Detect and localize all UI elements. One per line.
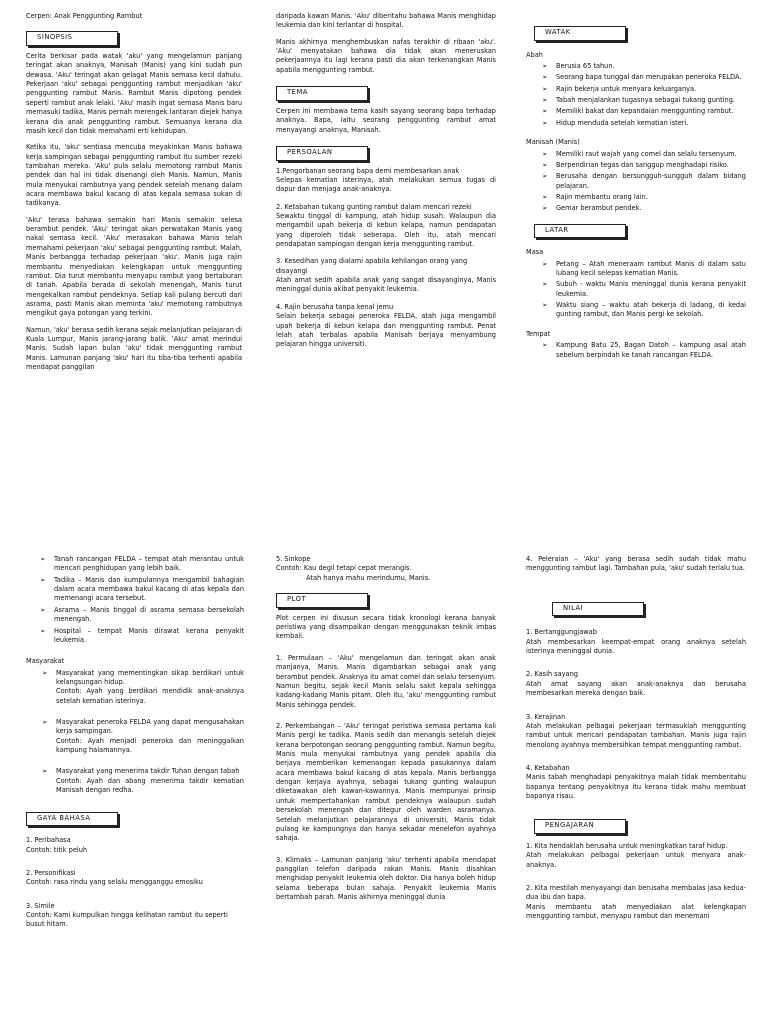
masyarakat-contoh: Contoh: Ayah yang berdikari mendidik anak-anaknya setelah kematian isterinya. — [56, 687, 244, 705]
gaya-text: Contoh: Kami kumpulkan hingga kelihatan rambut itu seperti busut hitam. — [26, 910, 228, 929]
tempat-label: Tempat — [526, 329, 551, 338]
gaya-item — [26, 869, 244, 888]
persoalan-text: Sewaktu tinggal di kampung, atah hidup susah. Walaupun dia mengambil upah bekerja di kebun kelapa, namun pendapatan yang diperoleh tidak seberapa. Oleh itu, atah mencari pendapatan sampingan dengan kerja menggunting rambut. — [276, 211, 496, 249]
pengajaran-text: Manis membantu atah menyediakan alat kelengkapan menggunting rambut, menyapu rambut dan menemani — [526, 902, 746, 921]
arrow-bullet-icon: ➢ — [542, 301, 548, 310]
watak-header: WATAK — [534, 26, 626, 41]
arrow-bullet-icon: ➢ — [40, 555, 46, 563]
ayah-traits-list — [526, 62, 746, 128]
pengajaran-item — [526, 884, 746, 921]
list-item: ➢ Tabah menjalankan tugasnya sebagai tukang gunting. — [542, 96, 735, 105]
list-item: ➢ Subuh - waktu Manis meninggal dunia kerana penyakit leukemia. — [542, 280, 746, 298]
nilai-title: 4. Ketabahan — [526, 763, 570, 772]
pengajaran-item — [526, 842, 746, 870]
arrow-bullet-icon: ➢ — [542, 118, 548, 127]
list-item: ➢ Hidup menduda setelah kematian isteri. — [542, 118, 689, 127]
list-item: ➢ Masyarakat peneroka FELDA yang dapat mengusahakan kerja sampingan. Contoh: Ayah menjadi peneroka dan meninggalkan kampung halamannya. — [42, 718, 244, 755]
nilai-text: Atah melakukan pelbagai pekerjaan termasuklah menggunting rambut untuk mencari pendapatan tambahan. Manis juga rajin menolong ayahnya membersihkan tempat menggunting rambut. — [526, 721, 746, 749]
arrow-bullet-icon: ➢ — [542, 73, 548, 82]
gaya-title: 2. Personifikasi — [26, 868, 76, 877]
arrow-bullet-icon: ➢ — [42, 668, 48, 677]
synopsis-paragraph: Ketika itu, 'aku' sentiasa mencuba meyakinkan Manis bahawa kerja sampingan sebagai penggunting rambut itu sumber rezeki tambahan mereka. 'Aku' pula selalu memotong rambut Manis pendek dan hal ini tidak disenangi oleh Manis. Namun, Manis mula menyukai rambutnya yang pendek setelah menang dalam acara membawa bakul kacang di atas kepala semasa sukan di tadikanya. — [26, 143, 242, 208]
document-title: Cerpen: Anak Penggunting Rambut — [26, 12, 143, 20]
list-item: ➢ Berusaha dengan bersungguh-sungguh dalam bidang pelajaran. — [542, 172, 746, 190]
masyarakat-contoh: Contoh: Ayah menjadi peneroka dan meninggalkan kampung halamannya. — [56, 736, 244, 755]
synopsis-paragraph: Cerita berkisar pada watak 'aku' yang mengelamun panjang teringat akan anaknya, Manisah (Manis) yang kini sudah pun dewasa. 'Aku' teringat akan gelagat Manis semasa kecil dahulu. Pekerjaan 'aku' sebagai penggunting rambut menjadikan 'aku' penggunting rambut Manis. Rambut Manis dipotong pendek seperti rambut anak lelaki. 'Aku' masih ingat semasa Manis baru memasuki tadika, Manis pernah merengek lantaran diejek hanya kerana dia anak penggunting rambut. Semuanya kerana dia masih kecil dan tidak memahami erti kehidupan. — [26, 52, 242, 135]
arrow-bullet-icon: ➢ — [40, 626, 46, 635]
synopsis-ending: Manis akhirnya menghembuskan nafas terakhir di ribaan 'aku'. 'Aku' menyatakan bahawa dia tidak akan meneruskan pekerjaannya itu lagi kerana pasti dia akan terkenangkan Manis apabila menggunting rambut. — [276, 37, 496, 74]
list-item: ➢ Rajin membantu orang lain. — [542, 192, 648, 201]
list-item: ➢ Hospital – tempat Manis dirawat kerana penyakit leukemia. — [40, 626, 244, 644]
list-item: ➢ Waktu siang – waktu atah bekerja di ladang, di kedai gunting rambut, dan Manis pergi ke sekolah. — [542, 301, 746, 319]
nilai-text: Manis tabah menghadapi penyakitnya malah tidak memberitahu bapanya tentang penyakitnya itu kerana tidak mahu membuat bapanya risau. — [526, 773, 746, 801]
column-synopsis — [26, 12, 242, 527]
manis-label: Manisah (Manis) — [526, 138, 580, 147]
synopsis-continued: daripada kawan Manis. 'Aku' diberitahu bahawa Manis menghidap leukemia dan kini terlantar di hospital. — [276, 12, 496, 30]
column-nilai-pengajaran — [526, 555, 746, 1024]
arrow-bullet-icon: ➢ — [542, 280, 548, 289]
arrow-bullet-icon: ➢ — [40, 575, 46, 584]
plot-intro: Plot cerpen ini disusun secara tidak kronologi kerana banyak peristiwa yang disampaikan dengan menggunakan teknik imbas kembali. — [276, 613, 496, 641]
nilai-item — [526, 713, 746, 750]
arrow-bullet-icon: ➢ — [542, 160, 548, 169]
arrow-bullet-icon: ➢ — [542, 149, 548, 158]
gaya-item — [26, 902, 244, 930]
gaya-title: 1. Peribahasa — [26, 836, 71, 845]
ayah-label: Abah — [526, 50, 543, 59]
list-item: ➢ Memiliki bakat dan kepandaian menggunting rambut. — [542, 107, 734, 116]
nilai-item — [526, 670, 746, 698]
persoalan-item — [276, 303, 496, 350]
persoalan-title: 4. Rajin berusaha tanpa kenal jemu — [276, 302, 394, 311]
column-tema-persoalan — [276, 12, 496, 527]
list-item: ➢ Tanah rancangan FELDA – tempat atah merantau untuk mencari penghidupan yang lebih baik. — [40, 555, 244, 573]
nilai-item — [526, 764, 746, 801]
list-item: ➢ Kampung Batu 25, Bagan Datoh – kampung asal atah sebelum berpindah ke tanah rancangan FELDA. — [542, 341, 746, 359]
arrow-bullet-icon: ➢ — [542, 204, 548, 213]
sinkope-example-2: Atah hanya mahu merindumu, Manis. — [306, 573, 431, 582]
gaya-title: 3. Simile — [26, 901, 55, 910]
column-sinkope-plot — [276, 555, 496, 1024]
plot-header: PLOT — [276, 593, 368, 608]
list-item: ➢ Seorang bapa tunggal dan merupakan peneroka FELDA. — [542, 73, 742, 82]
arrow-bullet-icon: ➢ — [542, 84, 548, 93]
list-item: ➢ Memiliki raut wajah yang comel dan selalu tersenyum. — [542, 149, 737, 158]
arrow-bullet-icon: ➢ — [542, 259, 548, 268]
pengajaran-text: Atah melakukan pelbagai pekerjaan untuk menyara anak-anaknya. — [526, 851, 746, 869]
nilai-text: Atah amat sayang akan anak-anaknya dan berusaha membesarkan mereka dengan baik. — [526, 679, 746, 698]
masyarakat-list — [26, 669, 244, 796]
pengajaran-title: 2. Kita mestilah menyayangi dan berusaha membalas jasa kedua-dua ibu dan bapa. — [526, 884, 746, 902]
plot-item: 2. Perkembangan – 'Aku' teringat peristiwa semasa pertama kali Manis pergi ke tadika. Manis sedih dan menangis setelah diejek kerana berpotongan seorang penggunting rambut. Namun begitu, Manis mula menyukai rambutnya yang pendek apabila dia berjaya memberikan kemenangan kepada pasukannya dalam acara membawa bakul kacang di atas kepala. Manis berbangga dengan kerjaya ayahnya, sebagai tukang gunting walaupun diketawakan oleh kawan-kawannya. Manis mempunyai prinsip untuk mempertahankan rambut pendeknya walaupun sudah bersekolah menengah dan ditegur oleh warden asramanya. Setelah melanjutkan pelajarannya di universiti, Manis tidak pulang ke kampungnya dan hanya sekadar menelefon ayahnya sahaja. — [276, 721, 496, 843]
list-item: ➢ Berpendirian tegas dan sanggup menghadapi risiko. — [542, 160, 729, 169]
masyarakat-label: Masyarakat — [26, 657, 65, 666]
gaya-item — [26, 836, 244, 855]
masa-list — [526, 260, 746, 320]
persoalan-text: Selepas kematian isterinya, atah melakukan semua tugas di dapur dan menjaga anak-anaknya. — [276, 175, 496, 194]
arrow-bullet-icon: ➢ — [542, 341, 548, 350]
list-item: ➢ Petang – Atah meneraam rambut Manis di dalam satu lubang kecil selepas kematian Manis. — [542, 259, 746, 278]
sinkope-example: Contoh: Kau degil tetapi cepat merangis. — [276, 564, 412, 573]
arrow-bullet-icon: ➢ — [542, 107, 548, 116]
masa-label: Masa — [526, 248, 544, 257]
persoalan-item — [276, 257, 496, 294]
plot-item: 3. Klimaks – Lamunan panjang 'aku' terhenti apabila mendapat panggilan telefon daripada rakan Manis. Manis disahkan menghidap penyakit leukemia oleh doktor. Dia hanya boleh hidup selama beberapa bulan sahaja. Penyakit leukemia Manis bertambah parah. Manis akhirnya meninggal dunia — [276, 855, 496, 902]
synopsis-paragraph: Namun, 'aku' berasa sedih kerana sejak melanjutkan pelajaran di Kuala Lumpur, Manis jarang-jarang balik. 'Aku' amat merindui Manis. Sudah lapan bulan 'aku' tidak menggunting rambut Manis. Lamunan panjang 'aku' hari itu tiba-tiba terhenti apabila mendapat panggilan — [26, 325, 242, 372]
arrow-bullet-icon: ➢ — [42, 767, 48, 776]
nilai-item — [526, 628, 746, 656]
list-item: ➢ Masyarakat yang menerima takdir Tuhan dengan tabah Contoh: Ayah dan abang menerima takdir kematian Manisah dengan redha. — [42, 767, 244, 795]
list-item: ➢ Asrama – Manis tinggal di asrama semasa bersekolah menengah. — [40, 605, 244, 624]
gaya-bahasa-header: GAYA BAHASA — [26, 812, 118, 827]
sinkope-title: 5. Sinkope — [276, 555, 311, 563]
gaya-text: Contoh: titik peluh — [26, 845, 88, 854]
persoalan-item — [276, 203, 496, 250]
synopsis-paragraph: 'Aku' terasa bahawa semakin hari Manis semakin selesa berambut pendek. 'Aku' teringat akan perwatakan Manis yang nakal semasa kecil. 'Aku' merasakan bahawa Manis telah memahami pekerjaan 'aku' sebagai penggunting rambut. Malah, Manis berbangga terhadap pekerjaan 'aku'. Manis juga rajin membantu menyediakan kelengkapan untuk menggunting rambut. Dia turut membantu menyapu rambut yang bertaburan di tanah. Apabila berada di sekolah menengah, Manis turut mengekalkan rambut pendeknya. Setiap kali pulang bercuti dari asrama, pasti Manis akan meminta 'aku' memotong rambutnya mengikut gaya potongan yang terkini. — [26, 215, 242, 318]
list-item: ➢ Gemar berambut pendek. — [542, 204, 642, 213]
arrow-bullet-icon: ➢ — [542, 96, 548, 105]
persoalan-title: 2. Ketabahan tukang gunting rambut dalam mencari rezeki — [276, 202, 472, 211]
tema-text: Cerpen ini membawa tema kasih sayang seorang bapa terhadap anaknya. Bapa, iaitu seorang penggunting rambut amat menyayangi anaknya, Manisah. — [276, 106, 496, 134]
arrow-bullet-icon: ➢ — [542, 62, 548, 70]
masyarakat-contoh: Contoh: Ayah dan abang menerima takdir kematian Manisah dengan redha. — [56, 776, 244, 795]
pengajaran-title: 1. Kita hendaklah berusaha untuk meningkatkan taraf hidup. — [526, 842, 728, 851]
nilai-title: 2. Kasih sayang — [526, 670, 578, 679]
nilai-title: 1. Bertanggungjawab — [526, 628, 597, 637]
plot-item: 1. Permulaan – 'Aku' mengelamun dan teringat akan anak manjanya, Manis. Manis digambarkan sebagai anak yang berambut pendek. Anaknya itu amat comel dan selalu tersenyum. Namun begitu, sejak kecil Manis selalu sakit kepala sehingga kadang-kadang Manis pitam. Oleh itu, 'aku' menggunting rambut Manis sehingga pendek. — [276, 653, 496, 709]
column-tempat-masyarakat-gaya — [26, 555, 244, 1024]
nilai-header: NILAI — [552, 602, 644, 617]
arrow-bullet-icon: ➢ — [42, 718, 48, 727]
list-item: ➢ Masyarakat yang mementingkan sikap berdikari untuk kelangsungan hidup. Contoh: Ayah yang berdikari mendidik anak-anaknya setelah kematian isterinya. — [42, 668, 244, 705]
column-watak-latar — [526, 22, 746, 527]
arrow-bullet-icon: ➢ — [40, 605, 46, 614]
sinopsis-header: SINOPSIS — [26, 31, 118, 46]
persoalan-text: Selain bekerja sebagai peneroka FELDA, atah juga mengambil upah bekerja di kebun kelapa dan menggunting rambut. Penat lelah atah terbalas apabila Manisah berjaya menyambung pelajaran hingga universiti. — [276, 312, 496, 349]
gaya-text: Contoh: rasa rindu yang selalu mengganggu emosiku — [26, 878, 203, 887]
tempat-list — [526, 341, 746, 360]
list-item: ➢ Tadika – Manis dan kumpulannya mengambil bahagian dalam acara membawa bakul kacang di atas kepala dan memenangi acara tersebut. — [40, 575, 244, 603]
persoalan-item — [276, 167, 496, 195]
peleraian-text: 4. Peleraian – 'Aku' yang berasa sedih sudah tidak mahu menggunting rambut lagi. Tambahan pula, 'aku' sudah terlalu tua. — [526, 555, 746, 573]
manis-traits-list — [526, 150, 746, 214]
nilai-text: Atah membesarkan keempat-empat orang anaknya setelah isterinya meninggal dunia. — [526, 637, 746, 656]
list-item: ➢ Rajin bekerja untuk menyara keluarganya. — [542, 84, 697, 93]
arrow-bullet-icon: ➢ — [542, 172, 548, 181]
persoalan-title: 1.Pengorbanan seorang bapa demi membesarkan anak — [276, 166, 460, 175]
list-item: ➢ Berusia 65 tahun. — [542, 62, 615, 70]
arrow-bullet-icon: ➢ — [542, 192, 548, 201]
persoalan-text: Atah amat sedih apabila anak yang sangat disayanginya, Manis meninggal dunia akibat penyakit leukemia. — [276, 276, 496, 294]
persoalan-header: PERSOALAN — [276, 146, 368, 161]
latar-header: LATAR — [534, 224, 626, 239]
pengajaran-header: PENGAJARAN — [534, 819, 626, 834]
tempat-list-continued — [26, 555, 244, 645]
nilai-title: 3. Kerajinan — [526, 712, 566, 721]
tema-header: TEMA — [276, 86, 368, 101]
persoalan-title: 3. Kesedihan yang dialami apabila kehilangan orang yang disayangi — [276, 257, 468, 275]
